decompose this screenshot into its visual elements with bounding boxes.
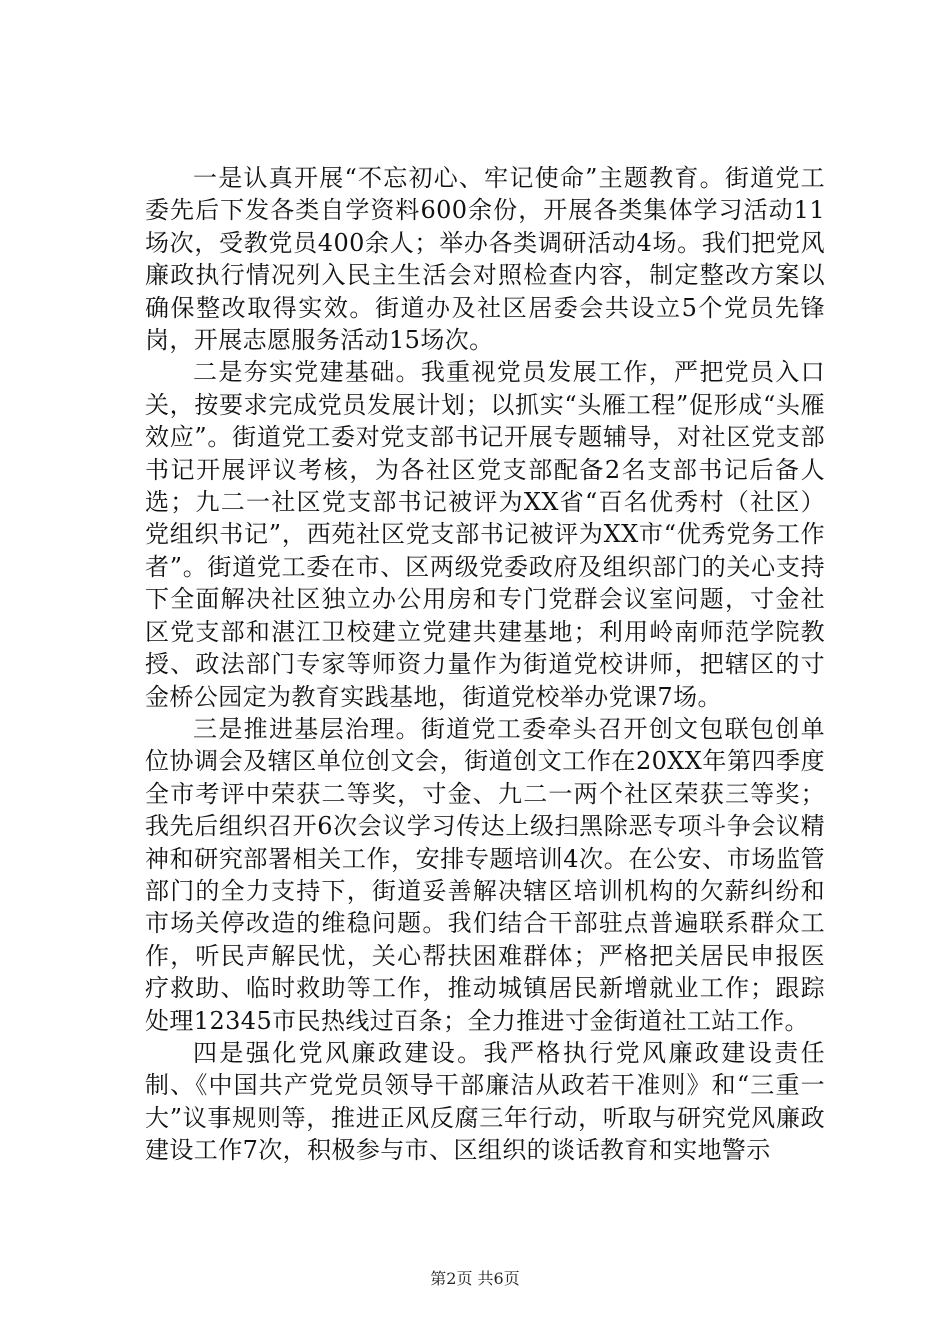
page-footer: 第2页 共6页	[430, 1269, 520, 1288]
paragraph-party-building: 二是夯实党建基础。我重视党员发展工作，严把党员入口关，按要求完成党员发展计划；以抓实“头雁工程”促形成“头雁效应”。街道党工委对党支部书记开展专题辅导，对社区党支部书记开展评议考核，为各社区党支部配备2名支部书记后备人选；九二一社区党支部书记被评为XX省“百名优秀村（社区）党组织书记”，西苑社区党支部书记被评为XX市“优秀党务工作者”。街道党工委在市、区两级党委政府及组织部门的关心支持下全面解决社区独立办公用房和专门党群会议室问题，寸金社区党支部和湛江卫校建立党建共建基地；利用岭南师范学院教授、政法部门专家等师资力量作为街道党校讲师，把辖区的寸金桥公园定为教育实践基地，街道党校举办党课7场。	[145, 358, 825, 711]
paragraph-integrity-building: 四是强化党风廉政建设。我严格执行党风廉政建设责任制、《中国共产党党员领导干部廉洁从政若干准则》和“三重一大”议事规则等，推进正风反腐三年行动，听取与研究党风廉政建设工作7次，积极参与市、区组织的谈话教育和实地警示	[145, 1038, 825, 1165]
paragraph-grassroots-governance: 三是推进基层治理。街道党工委牵头召开创文包联包创单位协调会及辖区单位创文会，街道创文工作在20XX年第四季度全市考评中荣获二等奖，寸金、九二一两个社区荣获三等奖；我先后组织召开6次会议学习传达上级扫黑除恶专项斗争会议精神和研究部署相关工作，安排专题培训4次。在公安、市场监管部门的全力支持下，街道妥善解决辖区培训机构的欠薪纠纷和市场关停改造的维稳问题。我们结合干部驻点普遍联系群众工作，听民声解民忧，关心帮扶困难群体；严格把关居民申报医疗救助、临时救助等工作，推动城镇居民新增就业工作；跟踪处理12345市民热线过百条；全力推进寸金街道社工站工作。	[145, 714, 825, 1035]
paragraph-theme-education: 一是认真开展“不忘初心、牢记使命”主题教育。街道党工委先后下发各类自学资料600余份，开展各类集体学习活动11场次，受教党员400余人；举办各类调研活动4场。我们把党风廉政执行情况列入民主生活会对照检查内容，制定整改方案以确保整改取得实效。街道办及社区居委会共设立5个党员先锋岗，开展志愿服务活动15场次。	[145, 164, 825, 355]
document-body	[145, 162, 825, 1167]
